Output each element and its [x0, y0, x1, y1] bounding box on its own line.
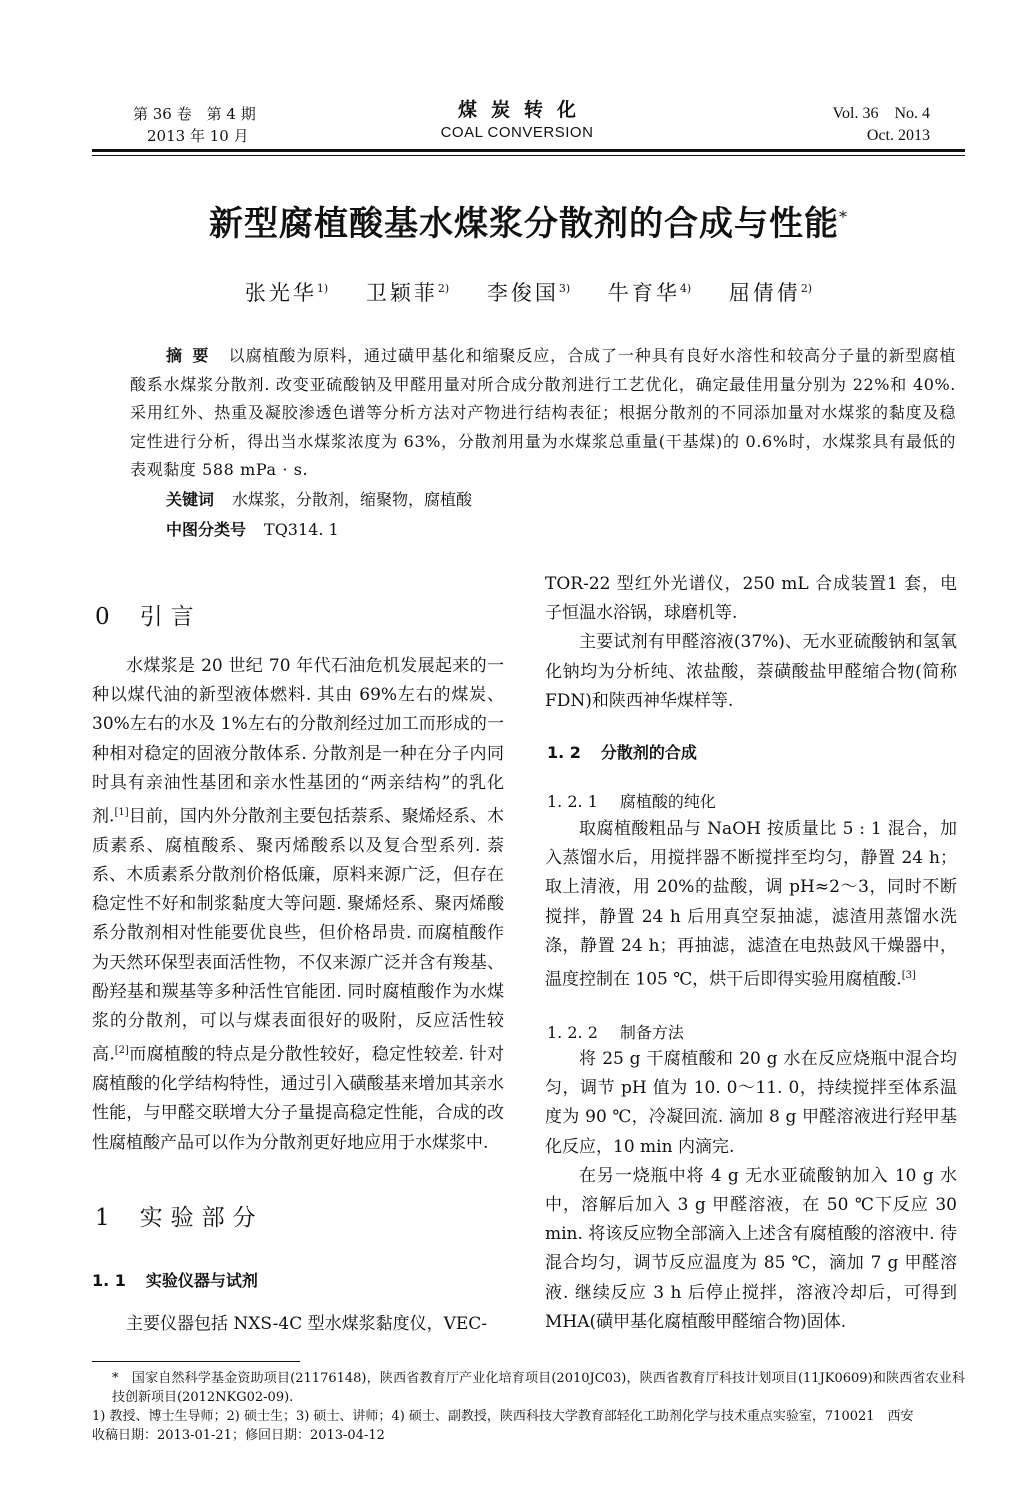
preparation-paragraph-a: 将 25 g 干腐植酸和 20 g 水在反应烧瓶中混合均匀，调节 pH 值为 10. 0～11. 0，持续搅拌至体系温度为 90 ℃，冷凝回流. 滴加 8 g 甲醛溶液进行羟甲基化反应，10 min 内滴完.: [545, 1049, 957, 1157]
subsection-heading-1-2: 1. 2 分散剂的合成: [547, 743, 697, 762]
preparation-paragraph-b: 在另一烧瓶中将 4 g 无水亚硫酸钠加入 10 g 水中，溶解后加入 3 g 甲醛溶液，在 50 ℃下反应 30 min. 将该反应物全部滴入上述含有腐植酸的溶液中. 待混合均匀，调节反应温度为 85 ℃，滴加 7 g 甲醛溶液. 继续反应 3 h 后停止搅拌，溶液冷却后，可得到 MHA(磺甲基化腐植酸甲醛缩合物)固体.: [545, 1165, 957, 1332]
purification-paragraph: 取腐植酸粗品与 NaOH 按质量比 5 : 1 混合，加入蒸馏水后，用搅拌器不断搅拌至均匀，静置 24 h；取上清液，用 20%的盐酸，调 pH≈2～3，同时不断搅拌，静置 24 h 后用真空泵抽滤，滤渣用蒸馏水洗涤，静置 24 h；再抽滤，滤渣在电热鼓风干燥器中，温度控制在 105 ℃，烘干后即得实验用腐植酸.[3]: [545, 819, 957, 990]
subsubsection-heading-1-2-2: 1. 2. 2 制备方法: [547, 1023, 684, 1042]
keywords-label: 关键词: [166, 490, 215, 509]
classification-label: 中图分类号: [166, 520, 247, 539]
instruments-continued: TOR-22 型红外光谱仪，250 mL 合成装置1 套，电子恒温水浴锅，球磨机等.: [545, 574, 957, 624]
affiliation-note: 1) 教授、博士生导师；2) 硕士生；3) 硕士、讲师；4) 硕士、副教授，陕西科技大学教育部轻化工助剂化学与技术重点实验室，710021 西安: [92, 1409, 914, 1424]
abstract-label: 摘要: [166, 346, 219, 365]
footnote-rule: [92, 1361, 300, 1362]
classification-code: TQ314. 1: [264, 520, 339, 539]
intro-paragraph: 水煤浆是 20 世纪 70 年代石油危机发展起来的一种以煤代油的新型液体燃料. 其由 69%左右的煤炭、30%左右的水及 1%左右的分散剂经过加工而形成的一种相对稳定的固液分散体系. 分散剂是一种在分子内同时具有亲油性基团和亲水性基团的“两亲结构”的乳化剂.[1]目前，国内外分散剂主要包括萘系、聚烯烃系、木质素系、腐植酸系、聚丙烯酸系以及复合型系列. 萘系、木质素系分散剂价格低廉，原料来源广泛，但存在稳定性不好和制浆黏度大等问题. 聚烯烃系、聚丙烯酸系分散剂相对性能要优良些，但价格昂贵. 而腐植酸作为天然环保型表面活性物，不仅来源广泛并含有羧基、酚羟基和羰基等多种活性官能团. 同时腐植酸作为水煤浆的分散剂，可以与煤表面很好的吸附，反应活性较高.[2]而腐植酸的特点是分散性较好，稳定性较差. 针对腐植酸的化学结构特性，通过引入磺酸基来增加其亲水性能，与甲醛交联增大分子量提高稳定性能，合成的改性腐植酸产品可以作为分散剂更好地应用于水煤浆中.: [92, 656, 505, 1153]
citation: [3]: [901, 970, 916, 982]
classification: [166, 517, 339, 543]
citation: [1]: [114, 807, 129, 819]
header-date-en: Oct. 2013: [866, 127, 930, 144]
header-vol-no: Vol. 36 No. 4: [832, 105, 930, 122]
section-heading-1: 1 实验部分: [95, 1205, 264, 1231]
title-fund-mark: *: [839, 207, 848, 227]
subsection-heading-1-1: 1. 1 实验仪器与试剂: [92, 1271, 258, 1290]
funding-note: * 国家自然科学基金资助项目(21176148)，陕西省教育厅产业化培育项目(2010JC03)，陕西省教育厅科技计划项目(11JK0609)和陕西省农业科技创新项目(2012NKG02-09).: [112, 1371, 965, 1405]
right-column: [545, 570, 957, 716]
paper-title: [92, 196, 965, 245]
left-column: [92, 652, 504, 1158]
author: 牛育华$^{4)}$: [607, 281, 692, 305]
header-issue: [133, 103, 333, 147]
reagents-paragraph: 主要试剂有甲醛溶液(37%)、无水亚硫酸钠和氢氧化钠均为分析纯、浓盐酸，萘磺酸盐甲醛缩合物(简称 FDN)和陕西神华煤样等.: [545, 632, 957, 711]
keywords: [166, 487, 472, 513]
header-journal: [397, 98, 637, 144]
citation: [2]: [114, 1045, 129, 1057]
journal-title-en: COAL CONVERSION: [440, 124, 594, 141]
author: 卫颖菲$^{2)}$: [365, 281, 450, 305]
keywords-text: 水煤浆，分散剂，缩聚物，腐植酸: [232, 490, 473, 509]
preparation-paragraphs: [545, 1045, 957, 1337]
header-date-cn: 2013 年 10 月: [147, 127, 249, 145]
journal-title-cn: 煤炭转化: [457, 99, 590, 121]
author-list: [92, 277, 965, 307]
header-volume: 第 36 卷 第 4 期: [133, 105, 256, 123]
author: 屈倩倩$^{2)}$: [728, 281, 813, 305]
section-heading-0: 0 引言: [95, 604, 202, 630]
author: 张光华$^{1)}$: [244, 281, 329, 305]
header-volume-en: [760, 103, 930, 147]
footnotes: [92, 1369, 965, 1445]
received-dates: 收稿日期：2013-01-21；修回日期：2013-04-12: [92, 1428, 385, 1443]
abstract: [130, 342, 956, 485]
header-rule-thick: [92, 149, 965, 152]
instruments-paragraph: 主要仪器包括 NXS-4C 型水煤浆黏度仪，VEC-: [126, 1314, 488, 1334]
header-rule-thin: [92, 155, 965, 156]
subsubsection-heading-1-2-1: 1. 2. 1 腐植酸的纯化: [547, 792, 716, 811]
abstract-text: 以腐植酸为原料，通过磺甲基化和缩聚反应，合成了一种具有良好水溶性和较高分子量的新型腐植酸系水煤浆分散剂. 改变亚硫酸钠及甲醛用量对所合成分散剂进行工艺优化，确定最佳用量分别为 22%和 40%. 采用红外、热重及凝胶渗透色谱等分析方法对产物进行结构表征；根据分散剂的不同添加量对水煤浆的黏度及稳定性进行分析，得出当水煤浆浓度为 63%，分散剂用量为水煤浆总重量(干基煤)的 0.6%时，水煤浆具有最低的表观黏度 588 mPa · s.: [130, 346, 956, 479]
paper-title-text: 新型腐植酸基水煤浆分散剂的合成与性能: [209, 204, 839, 244]
author: 李俊国$^{3)}$: [486, 281, 571, 305]
